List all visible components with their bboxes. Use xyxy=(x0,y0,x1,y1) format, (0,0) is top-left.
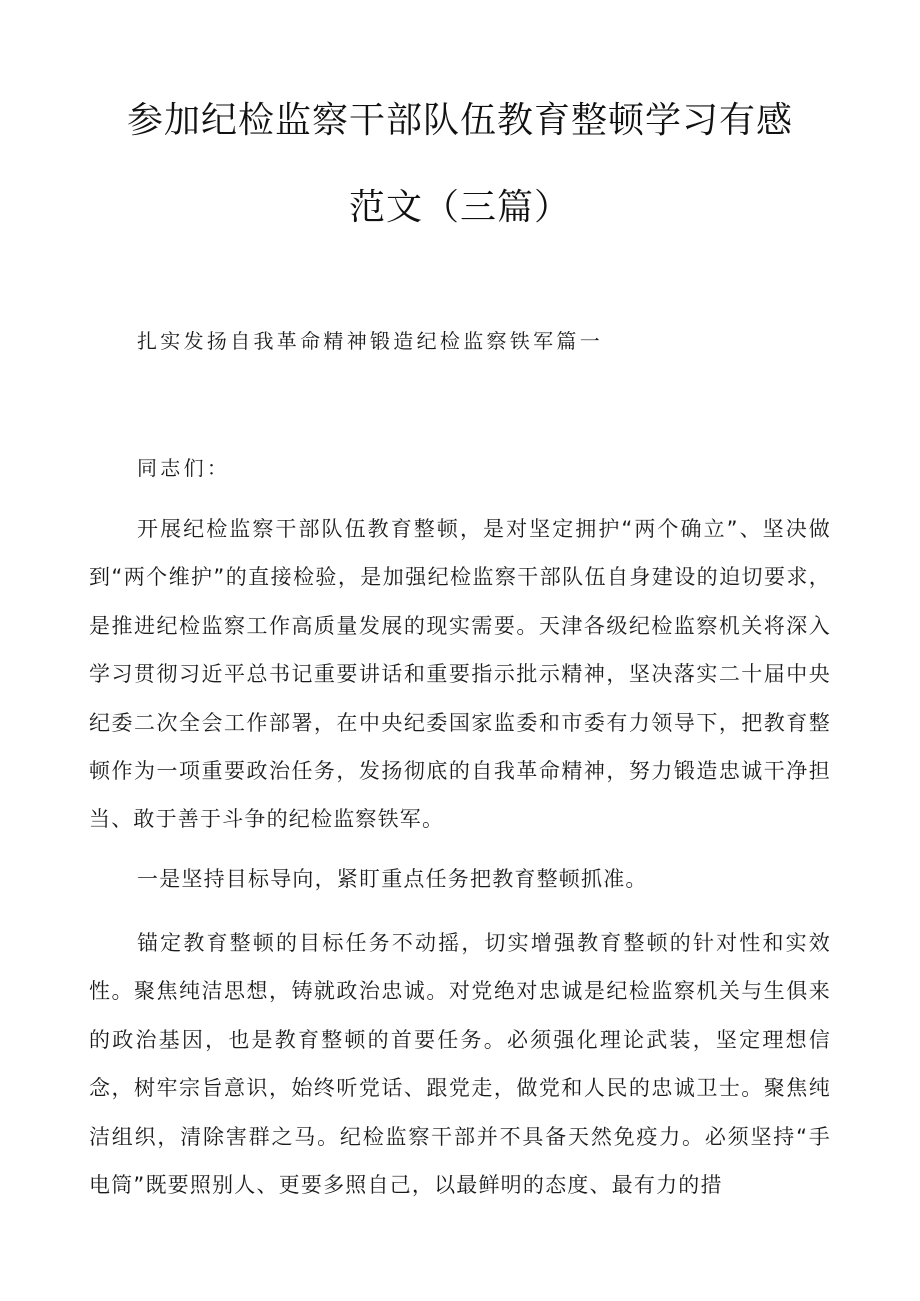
document-title-line-2: 范文（三篇） xyxy=(348,187,571,228)
section-heading: 扎实发扬自我革命精神锻造纪检监察铁军篇一 xyxy=(137,329,603,353)
paragraph-point-one: 一是坚持目标导向，紧盯重点任务把教育整顿抓准。 xyxy=(137,867,648,891)
paragraph-intro: 开展纪检监察干部队伍教育整顿，是对坚定拥护“两个确立”、坚决做到“两个维护”的直接检验，是加强纪检监察干部队伍自身建设的迫切要求，是推进纪检监察工作高质量发展的现实需要。天津各级纪检监察机关将深入学习贯彻习近平总书记重要讲话和重要指示批示精神，坚决落实二十届中央纪委二次全会工作部署，在中央纪委国家监委和市委有力领导下，把教育整顿作为一项重要政治任务，发扬彻底的自我革命精神，努力锻造忠诚干净担当、敢于善于斗争的纪检监察铁军。 xyxy=(89,517,831,832)
salutation: 同志们： xyxy=(137,456,231,480)
paragraph-point-one-detail: 锚定教育整顿的目标任务不动摇，切实增强教育整顿的针对性和实效性。聚焦纯洁思想，铸就政治忠诚。对党绝对忠诚是纪检监察机关与生俱来的政治基因，也是教育整顿的首要任务。必须强化理论武装，坚定理想信念，树牢宗旨意识，始终听党话、跟党走，做党和人民的忠诚卫士。聚焦纯洁组织，清除害群之马。纪检监察干部并不具备天然免疫力。必须坚持“手电筒”既要照别人、更要多照自己，以最鲜明的态度、最有力的措 xyxy=(89,931,831,1198)
document-title-line-1: 参加纪检监察干部队伍教育整顿学习有感 xyxy=(126,100,793,141)
